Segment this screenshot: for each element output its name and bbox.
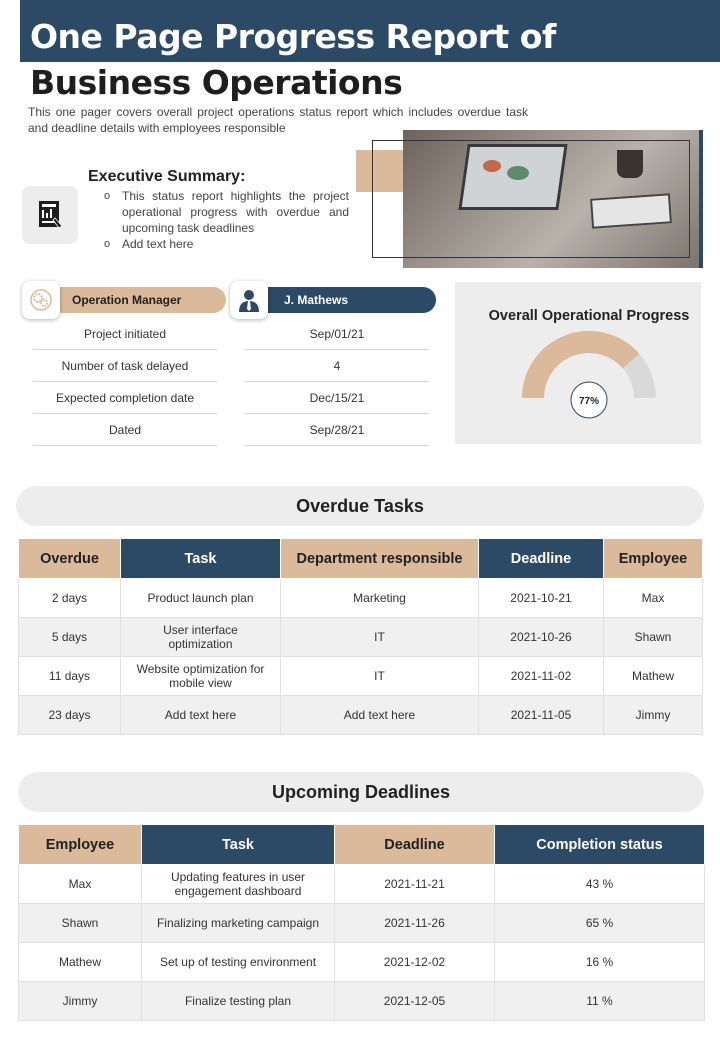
manager-name-pill: J. Mathews: [238, 287, 436, 313]
info-value: 4: [245, 350, 429, 382]
table-cell: 2021-11-21: [335, 865, 495, 904]
page-subtitle: This one pager covers overall project operations status report which includes overdue task and deadline details with employees responsible: [28, 105, 528, 135]
upcoming-deadlines-title: Upcoming Deadlines: [18, 772, 704, 812]
table-cell: Max: [604, 579, 703, 618]
table-cell: Max: [19, 865, 142, 904]
table-cell: Mathew: [19, 943, 142, 982]
table-cell: Finalize testing plan: [142, 982, 335, 1021]
table-cell: Add text here: [281, 696, 479, 735]
progress-gauge: [455, 282, 701, 444]
column-header: Department responsible: [281, 539, 479, 579]
table-cell: 16 %: [495, 943, 705, 982]
column-header: Employee: [19, 825, 142, 865]
table-row: [19, 618, 703, 657]
table-cell: 43 %: [495, 865, 705, 904]
table-header-row: [19, 539, 703, 579]
list-item: o Add text here: [104, 236, 349, 252]
table-row: [19, 657, 703, 696]
table-cell: Shawn: [604, 618, 703, 657]
overdue-tasks-table: [18, 538, 703, 735]
column-header: Deadline: [479, 539, 604, 579]
table-cell: 2021-12-02: [335, 943, 495, 982]
page-title: [30, 14, 670, 106]
progress-title: Overall Operational Progress: [488, 308, 690, 324]
list-item: o This status report highlights the project operational progress with overdue and upcoming task deadlines: [104, 188, 349, 236]
column-header: Completion status: [495, 825, 705, 865]
table-cell: 23 days: [19, 696, 121, 735]
photo-frame: [372, 140, 690, 258]
table-cell: 65 %: [495, 904, 705, 943]
table-row: [19, 696, 703, 735]
column-header: Employee: [604, 539, 703, 579]
manager-info-labels: [33, 318, 217, 446]
column-header: Task: [121, 539, 281, 579]
gauge-value-label: 77%: [578, 396, 600, 407]
table-row: [19, 904, 705, 943]
overdue-tasks-title: Overdue Tasks: [16, 486, 704, 526]
table-cell: User interface optimization: [121, 618, 281, 657]
table-cell: Mathew: [604, 657, 703, 696]
table-row: [19, 865, 705, 904]
table-cell: Shawn: [19, 904, 142, 943]
table-header-row: [19, 825, 705, 865]
table-cell: 2021-11-26: [335, 904, 495, 943]
gears-icon: [22, 281, 60, 319]
column-header: Task: [142, 825, 335, 865]
table-cell: Jimmy: [19, 982, 142, 1021]
table-row: [19, 982, 705, 1021]
executive-summary-title: Executive Summary:: [88, 168, 246, 185]
upcoming-deadlines-table: [18, 824, 705, 1021]
table-cell: 2021-12-05: [335, 982, 495, 1021]
table-cell: Website optimization for mobile view: [121, 657, 281, 696]
user-icon: [230, 281, 268, 319]
table-cell: 2 days: [19, 579, 121, 618]
table-cell: Set up of testing environment: [142, 943, 335, 982]
table-row: [19, 943, 705, 982]
report-icon: [22, 186, 78, 244]
table-cell: IT: [281, 657, 479, 696]
info-label: Project initiated: [33, 318, 217, 350]
page-title-line2: Business Operations: [30, 63, 403, 102]
table-cell: 2021-11-05: [479, 696, 604, 735]
table-cell: 11 %: [495, 982, 705, 1021]
manager-info-values: [245, 318, 429, 446]
table-cell: 5 days: [19, 618, 121, 657]
page-title-line1: One Page Progress Report of: [30, 17, 556, 56]
table-cell: Updating features in user engagement dashboard: [142, 865, 335, 904]
info-value: Sep/28/21: [245, 414, 429, 446]
table-row: [19, 579, 703, 618]
table-cell: Jimmy: [604, 696, 703, 735]
table-cell: 11 days: [19, 657, 121, 696]
progress-panel: [455, 282, 701, 444]
photo-side-bar: [699, 130, 703, 268]
executive-summary-list: [104, 188, 349, 252]
table-cell: 2021-11-02: [479, 657, 604, 696]
operation-manager-pill: Operation Manager: [30, 287, 226, 313]
table-cell: 2021-10-26: [479, 618, 604, 657]
info-label: Expected completion date: [33, 382, 217, 414]
table-cell: Marketing: [281, 579, 479, 618]
table-cell: Finalizing marketing campaign: [142, 904, 335, 943]
table-cell: IT: [281, 618, 479, 657]
info-value: Dec/15/21: [245, 382, 429, 414]
table-cell: 2021-10-21: [479, 579, 604, 618]
info-label: Number of task delayed: [33, 350, 217, 382]
table-cell: Product launch plan: [121, 579, 281, 618]
column-header: Deadline: [335, 825, 495, 865]
column-header: Overdue: [19, 539, 121, 579]
info-value: Sep/01/21: [245, 318, 429, 350]
info-label: Dated: [33, 414, 217, 446]
table-cell: Add text here: [121, 696, 281, 735]
